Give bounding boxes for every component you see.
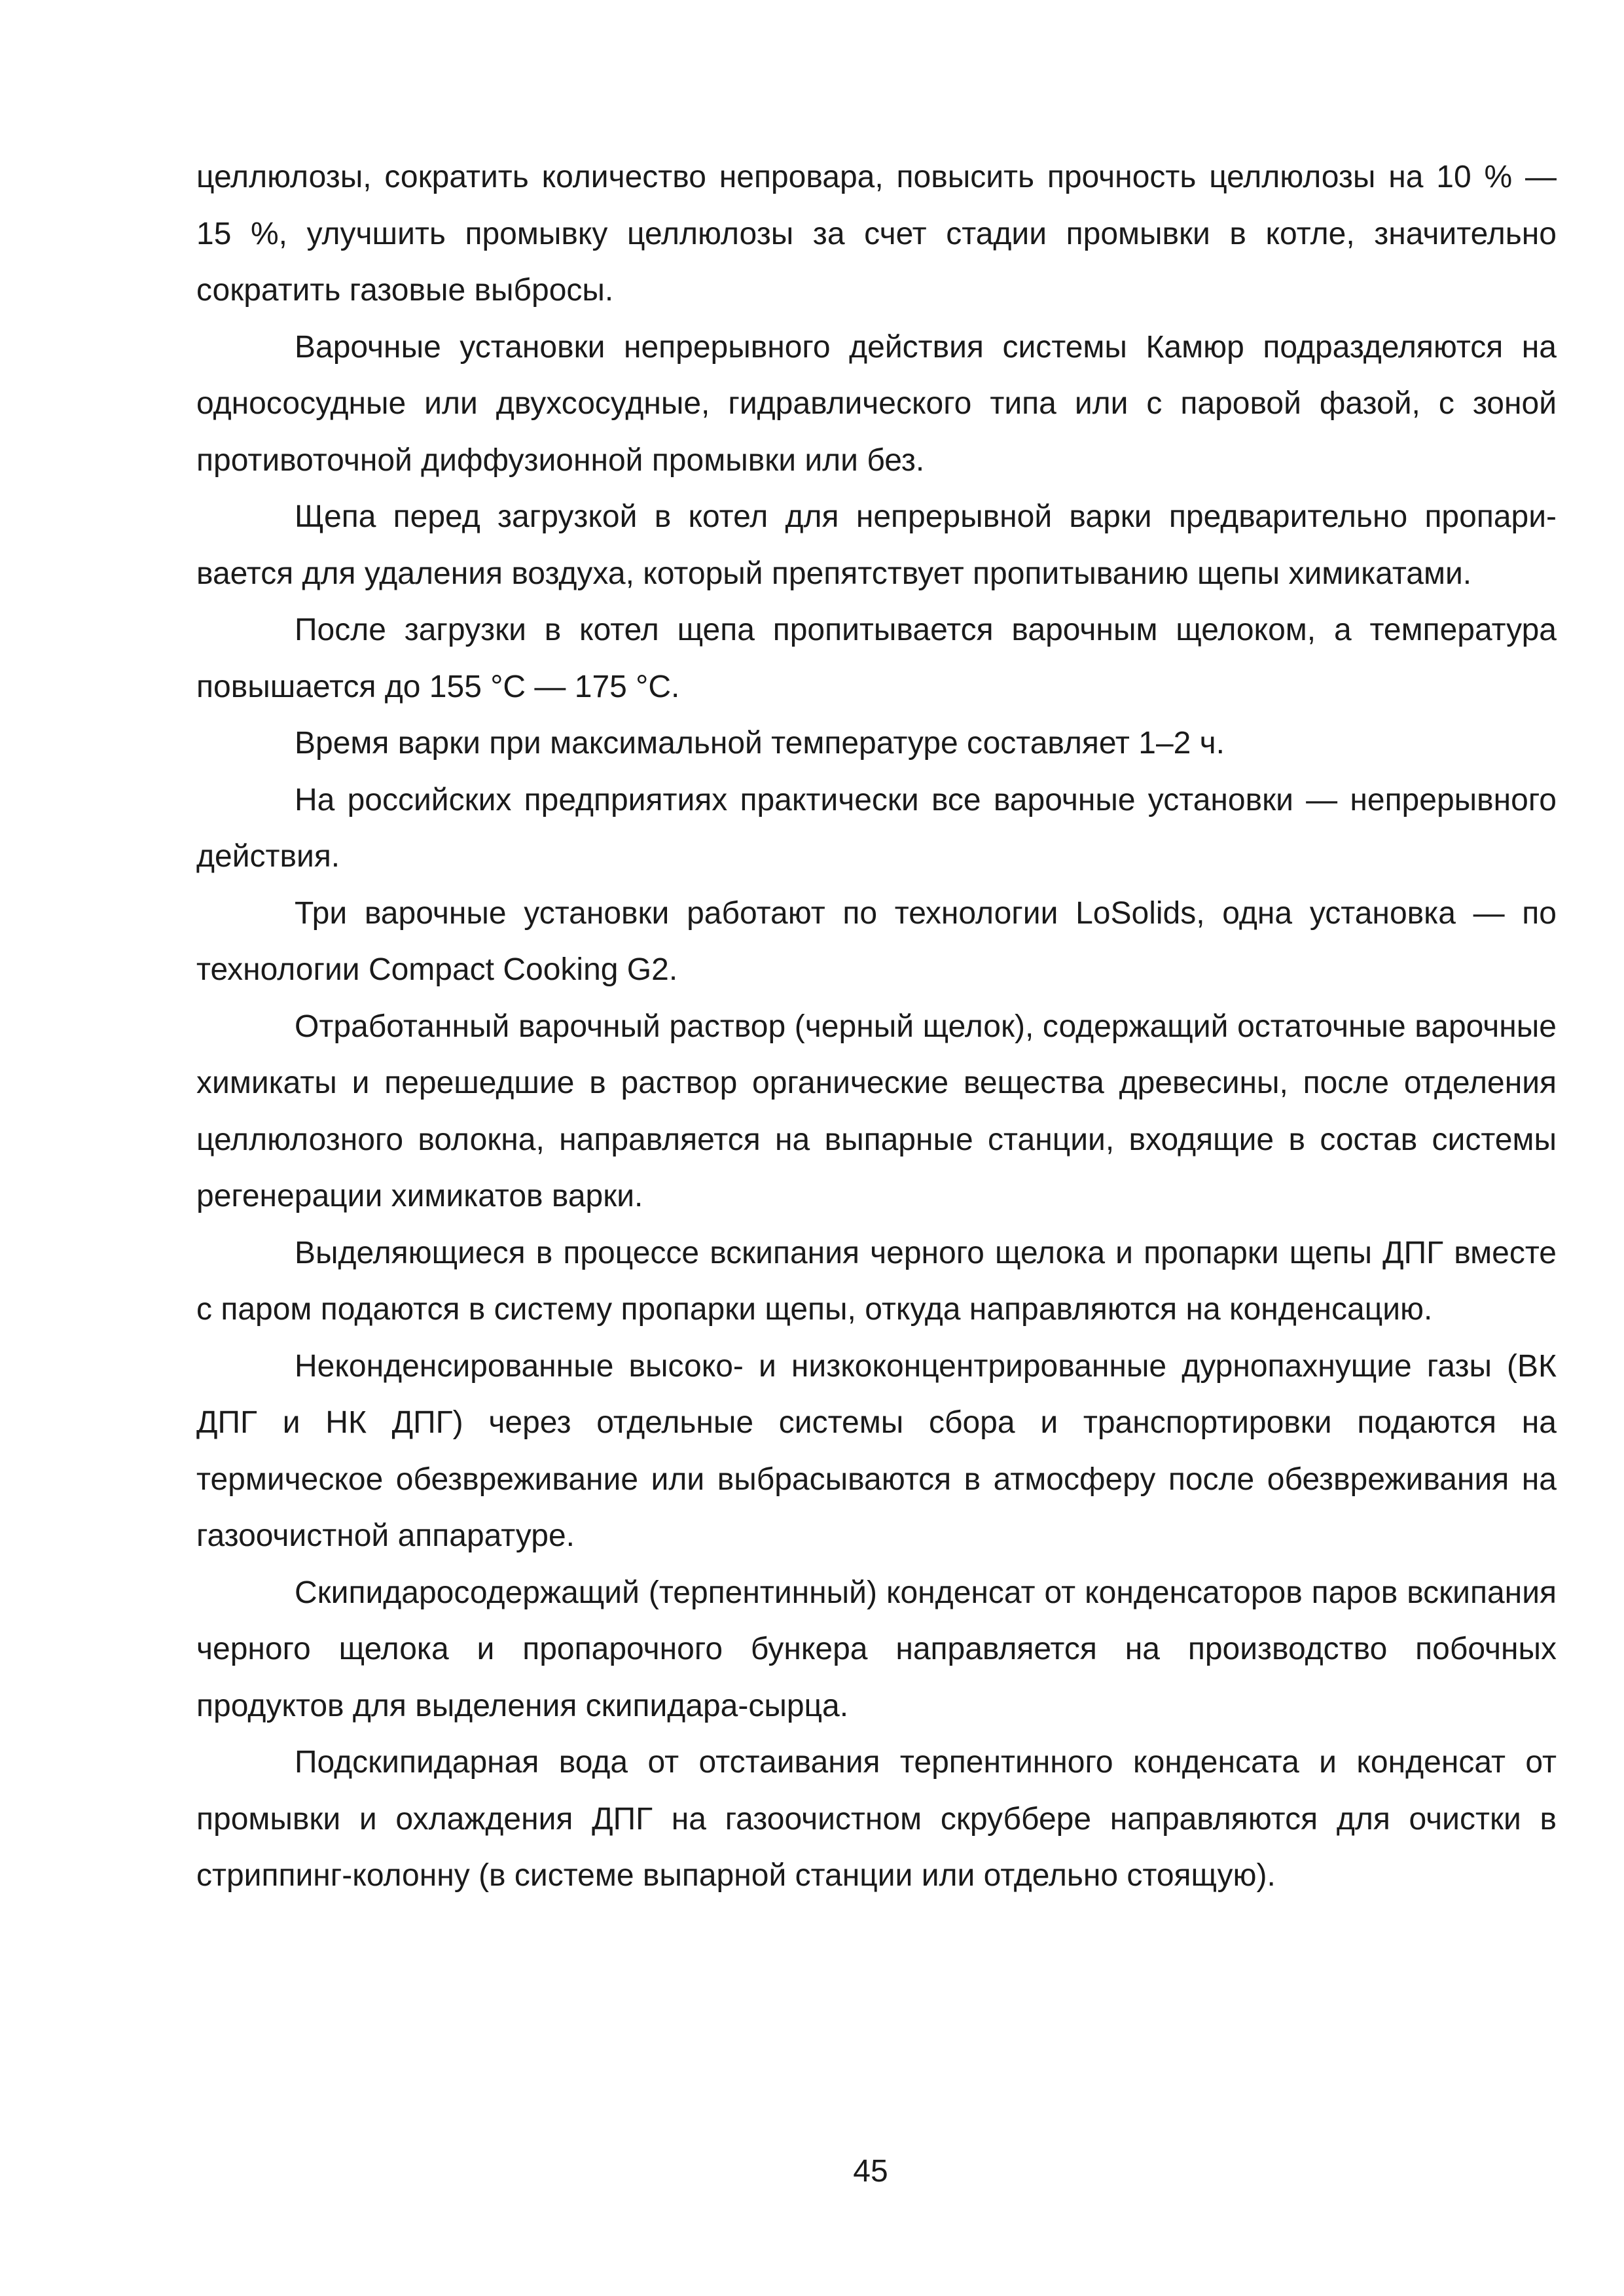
page-body [196, 149, 1557, 1905]
paragraph-impregnation: После загрузки в котел щепа пропитывается варочным щелоком, а температура повышается до 155 °С — 175 °С. [196, 613, 1557, 704]
page-number: 45 [853, 2154, 888, 2189]
paragraph-odorous-gases: Выделяющиеся в процессе вскипания черного щелока и пропарки щепы ДПГ вместе с паром подаются в систему пропарки щепы, откуда направляются на конденсацию. [196, 1235, 1557, 1327]
paragraph-black-liquor: Отработанный варочный раствор (черный щелок), содержащий остаточные варочные химикаты и перешедшие в раствор органические вещества древесины, после отделения целлюлозного волокна, направляется на выпарные станции, входящие в состав системы регенерации химикатов варки. [196, 1009, 1557, 1213]
paragraph-chip-steaming: Щепа перед загрузкой в котел для непрерывной варки предварительно пропаривается для удаления воздуха, который препятствует пропитыванию щепы химикатами. [196, 499, 1557, 591]
paragraph-technologies: Три варочные установки работают по технологии LoSolids, одна установка — по технологии Compact Cooking G2. [196, 895, 1557, 987]
paragraph-kamyr-units: Варочные установки непрерывного действия системы Камюр подразделяются на однососудные или двухсосудные, гидравлического типа или с паровой фазой, с зоной противоточной диффузионной промывки или без. [196, 329, 1557, 478]
paragraph-russian-plants: На российских предприятиях практически все варочные установки — непрерывного действия. [196, 782, 1557, 874]
paragraph-turpentine-condensate: Скипидаросодержащий (терпентинный) конденсат от конденсаторов паров вскипания черного щелока и пропарочного бункера направляется на производство побочных продуктов для выделения скипидара-сырца. [196, 1575, 1557, 1723]
paragraph-non-condensed-gases: Неконденсированные высоко- и низкоконцентрированные дурнопахнущие газы (ВК ДПГ и НК ДПГ) через отдельные системы сбора и транспортировки подаются на термическое обезвреживание или выбрасываются в атмосферу после обезвреживания на газоочистной аппаратуре. [196, 1348, 1557, 1553]
paragraph-cooking-time: Время варки при максимальной температуре составляет 1–2 ч. [295, 726, 1225, 761]
paragraph-stripping-column: Подскипидарная вода от отстаивания терпентинного конденсата и конденсат от промывки и охлаждения ДПГ на газоочистном скруббере направляются для очистки в стриппинг-колонну (в системе выпарной станции или отдельно стоящую). [196, 1745, 1557, 1893]
paragraph-continuation: целлюлозы, сократить количество непровара, повысить прочность целлюлозы на 10 % — 15 %, улучшить промывку целлюлозы за счет стадии промывки в котле, значительно сократить газовые выбросы. [196, 160, 1557, 308]
